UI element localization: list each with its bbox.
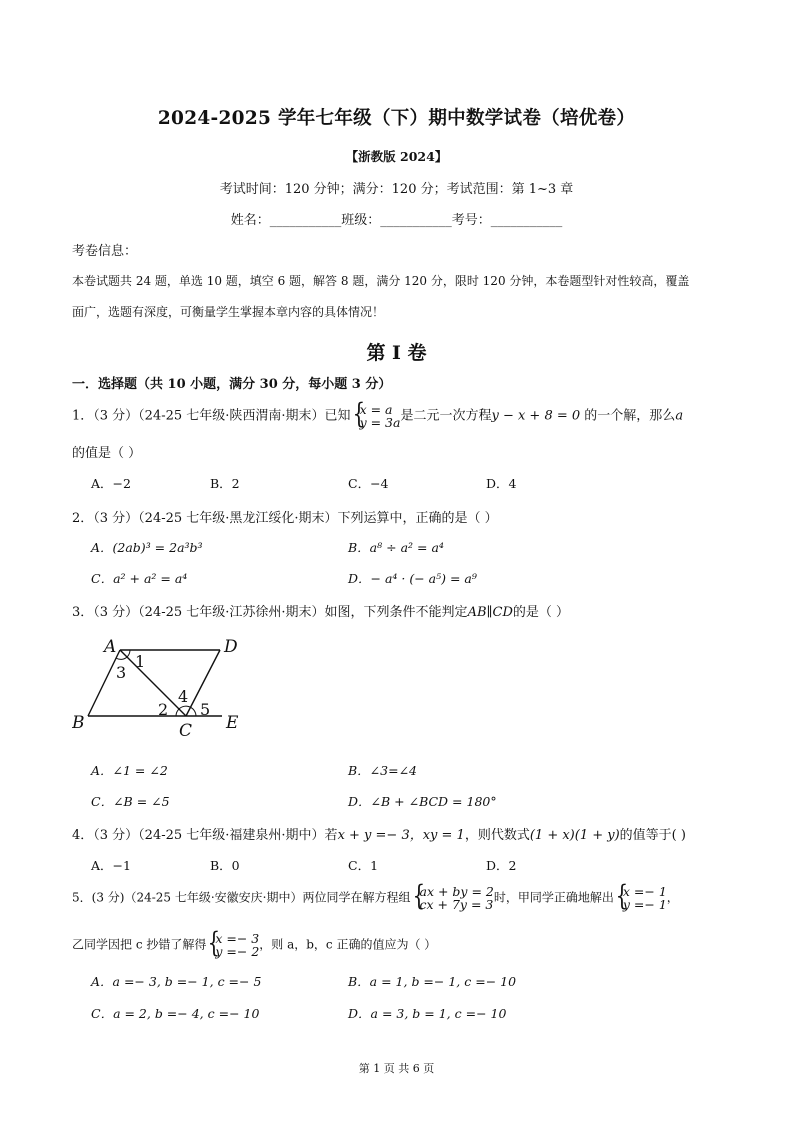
label-d: D — [224, 637, 238, 657]
q1-sys-line-1: x = a — [359, 402, 393, 417]
q5-sys-a-line-2: cx + 7y = 3 — [419, 897, 494, 912]
q5-sys-c-line-1: x =− 3 — [215, 931, 260, 946]
q5-option-b[interactable]: B．a = 1, b =− 1, c =− 10 — [348, 974, 517, 989]
q2-option-a[interactable]: A．(2ab)³ = 2a³b³ — [91, 540, 203, 555]
q1-equation: y − x + 8 = 0 — [491, 408, 581, 424]
info-text-line-2: 面广，选题有深度，可衡量学生掌握本章内容的具体情况！ — [72, 305, 385, 319]
q1-sys-line-2: y = 3a — [359, 415, 401, 430]
label-angle-5: 5 — [200, 700, 211, 719]
q1-system: { x = a y = 3a — [352, 397, 401, 430]
q1-mid: 是二元一次方程 — [400, 408, 492, 424]
q5-sys-b-line-2: y =− 1 — [622, 897, 667, 912]
q2-option-c[interactable]: C．a² + a² = a⁴ — [91, 571, 188, 586]
q2-option-d[interactable]: D．− a⁴ · (− a⁵) = a⁹ — [348, 571, 477, 586]
angle-5-arc — [190, 707, 196, 716]
label-c: C — [179, 721, 193, 740]
q3-option-d[interactable]: D．∠B + ∠BCD = 180° — [348, 794, 497, 809]
q4-option-c[interactable]: C．1 — [348, 858, 379, 873]
q5-lead: 5．(3 分)（24-25 七年级·安徽安庆·期中）两位同学在解方程组 — [72, 890, 411, 905]
q3-option-a[interactable]: A．∠1 = ∠2 — [91, 763, 168, 778]
page-footer: 第 1 页 共 6 页 — [358, 1062, 435, 1075]
q5-sys-a-line-1: ax + by = 2 — [419, 884, 494, 899]
q3-lead: 3．（3 分）（24-25 七年级·江苏徐州·期末）如图，下列条件不能判定 — [72, 605, 468, 620]
label-e: E — [226, 713, 239, 733]
q5-system-b: { x =− 1 y =− 1 — [615, 879, 667, 912]
q4-mid: ，则代数式 — [464, 828, 530, 843]
q1-option-d[interactable]: D．4 — [486, 476, 517, 491]
label-angle-2: 2 — [158, 700, 169, 719]
q5-option-a[interactable]: A．a =− 3, b =− 1, c =− 5 — [91, 974, 262, 989]
q5-mid: 时，甲同学正确地解出 — [493, 890, 614, 905]
q5-system-c: { x =− 3 y =− 2 — [208, 926, 260, 959]
q3-option-c[interactable]: C．∠B = ∠5 — [91, 794, 170, 809]
label-angle-4: 4 — [178, 687, 189, 706]
label-angle-3: 3 — [116, 663, 127, 682]
name-class-id-line: 姓名：___________班级：___________考号：___________ — [230, 213, 563, 228]
q5-option-d[interactable]: D．a = 3, b = 1, c =− 10 — [348, 1006, 507, 1021]
q4-option-a[interactable]: A．−1 — [91, 858, 131, 873]
question-1-line-2: 的值是（ ） — [72, 446, 142, 461]
q4-lead: 4．（3 分）（24-25 七年级·福建泉州·期中）若 — [72, 828, 338, 843]
question-1-stem — [72, 397, 684, 430]
q5-sys-b-line-1: x =− 1 — [622, 884, 667, 899]
q4-expression: (1 + x)(1 + y) — [529, 828, 620, 843]
q3-geometry-figure — [72, 630, 252, 740]
q1-tail: 的一个解，那么 — [580, 408, 676, 424]
q3-option-b[interactable]: B．∠3=∠4 — [348, 763, 418, 778]
q2-option-b[interactable]: B．a⁸ ÷ a² = a⁴ — [348, 540, 444, 555]
q5-sys-c-line-2: y =− 2 — [215, 944, 260, 959]
segment-ab — [88, 650, 120, 716]
question-2-stem: 2．（3 分）（24-25 七年级·黑龙江绥化·期末）下列运算中，正确的是（ ） — [72, 511, 498, 526]
info-text-line-1: 本卷试题共 24 题，单选 10 题，填空 6 题，解答 8 题，满分 120 分，限时 120 分钟，本卷题型针对性较高，覆盖 — [72, 274, 690, 288]
angle-1-arc — [127, 650, 130, 657]
q1-option-b[interactable]: B．2 — [210, 476, 240, 491]
segment-ac — [120, 650, 189, 716]
exam-title: 2024-2025 学年七年级（下）期中数学试卷（培优卷） — [157, 108, 636, 129]
q4-option-b[interactable]: B．0 — [210, 858, 240, 873]
angle-3-arc — [116, 657, 127, 659]
label-a: A — [104, 637, 117, 657]
question-5-stem — [72, 879, 679, 912]
label-b: B — [72, 713, 85, 733]
q5-line2-lead: 乙同学因把 c 抄错了解得 — [72, 937, 207, 952]
angle-4-arc — [179, 706, 190, 709]
question-3-stem — [72, 601, 569, 620]
q4-option-d[interactable]: D．2 — [486, 858, 517, 873]
label-angle-1: 1 — [135, 652, 146, 671]
q1-lead: 1．（3 分）（24-25 七年级·陕西渭南·期末）已知 — [72, 408, 351, 424]
q1-option-a[interactable]: A．−2 — [91, 476, 131, 491]
q5-line2-tail: ，则 a，b，c 正确的值应为（ ） — [259, 937, 437, 952]
question-4-stem — [72, 824, 686, 843]
section-title: 一．选择题（共 10 小题，满分 30 分，每小题 3 分） — [72, 377, 392, 392]
q1-option-c[interactable]: C．−4 — [348, 476, 389, 491]
edition-label: 【浙教版 2024】 — [345, 149, 448, 164]
q4-tail: 的值等于( ) — [619, 828, 686, 843]
q4-condition: x + y =− 3，xy = 1 — [337, 828, 465, 843]
q5-comma: ， — [666, 890, 679, 905]
q3-math: AB∥CD — [467, 605, 513, 620]
exam-info: 考试时间：120 分钟；满分：120 分；考试范围：第 1~3 章 — [219, 182, 574, 197]
info-heading: 考卷信息： — [72, 244, 138, 259]
angle-2-arc — [176, 709, 179, 716]
q1-variable: a — [675, 408, 684, 424]
q3-tail: 的是（ ） — [512, 605, 570, 620]
q5-system-a: { ax + by = 2 cx + 7y = 3 — [412, 879, 494, 912]
question-5-line-2 — [72, 926, 437, 959]
volume-title: 第 I 卷 — [366, 342, 427, 364]
q5-option-c[interactable]: C．a = 2, b =− 4, c =− 10 — [91, 1006, 260, 1021]
